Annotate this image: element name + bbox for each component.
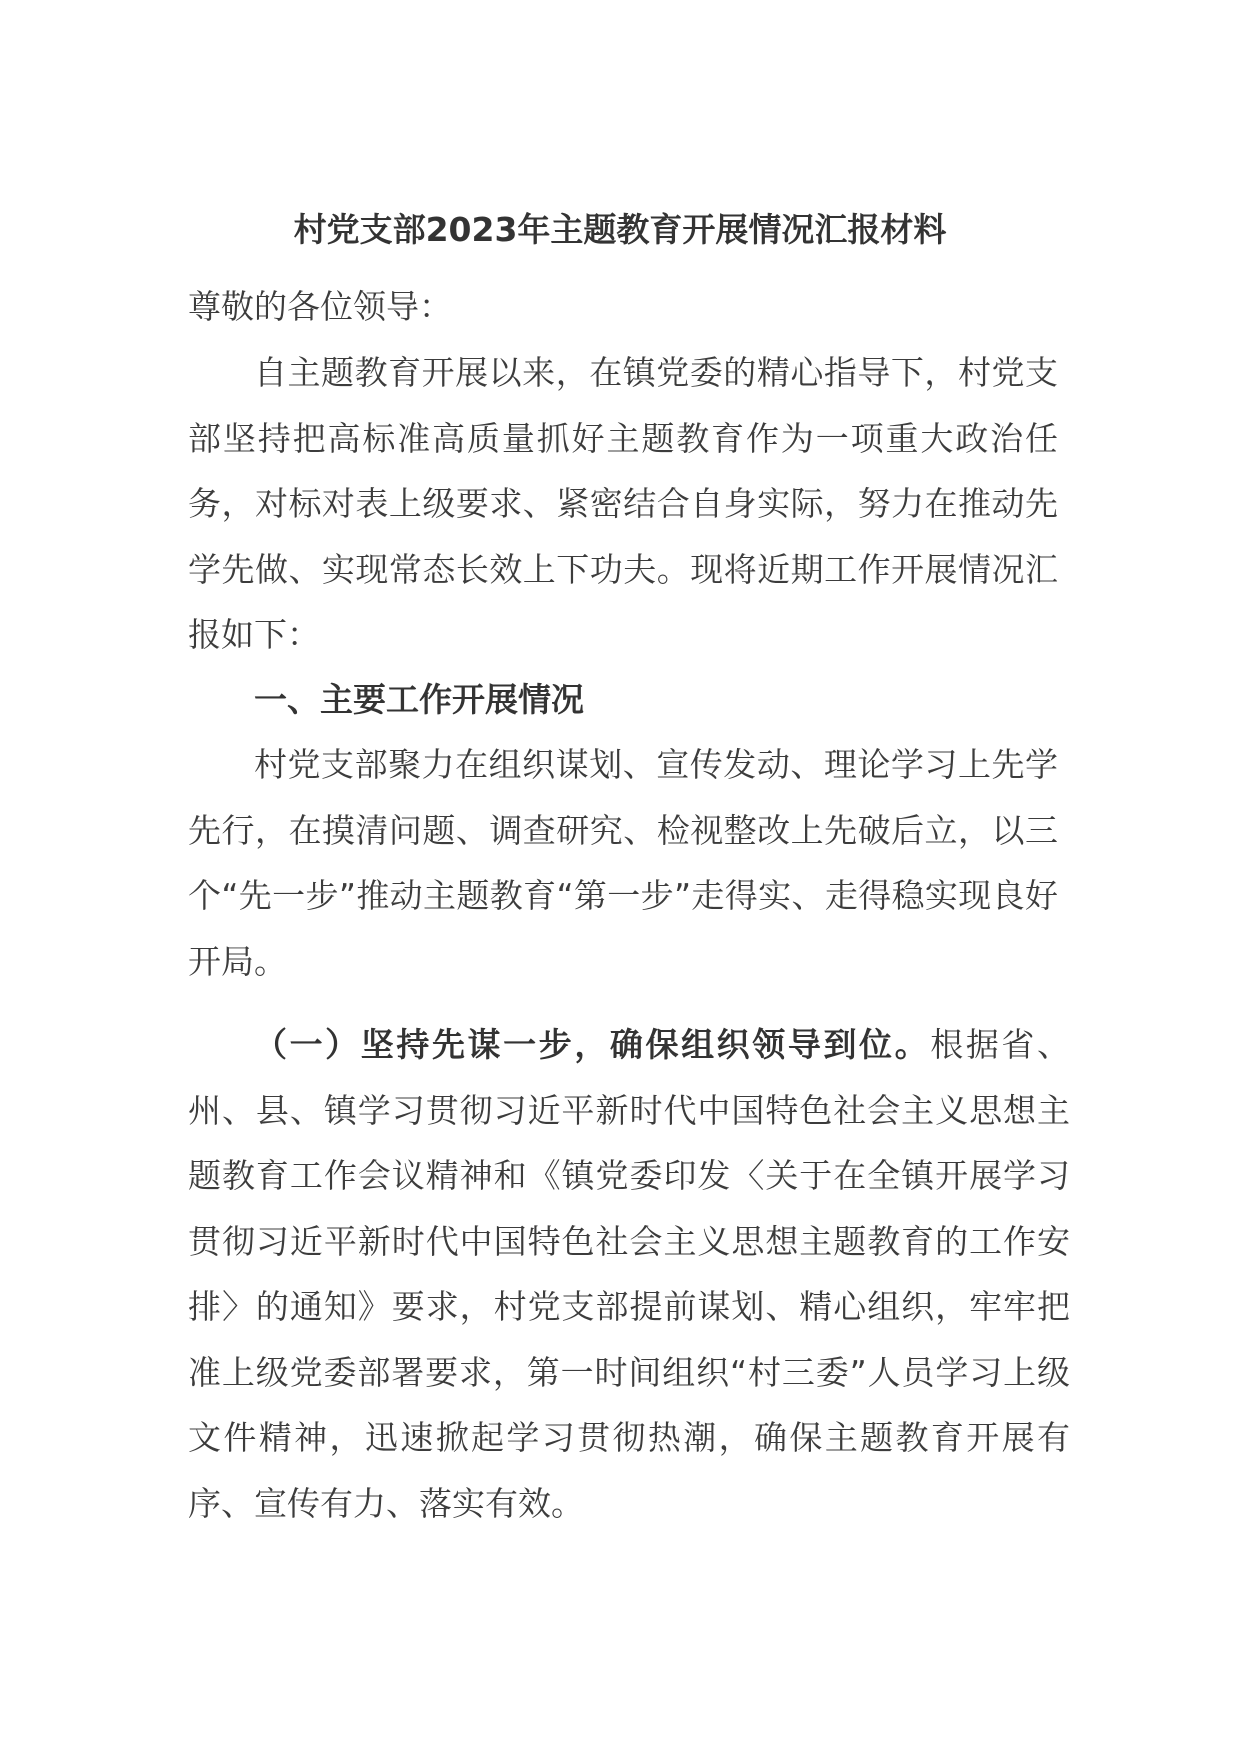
section-heading: 一、主要工作开展情况 [254,680,584,719]
salutation: 尊敬的各位领导： [188,287,452,326]
intro-paragraph: 自主题教育开展以来，在镇党委的精心指导下，村党支部坚持把高标准高质量抓好主题教育作为一项重大政治任务，对标对表上级要求、紧密结合自身实际，努力在推动先学先做、实现常态长效上下功夫。现将近期工作开展情况汇报如下： [188,353,1058,654]
subsection-heading: （一）坚持先谋一步，确保组织领导到位。 [254,1025,931,1064]
subsection-paragraph [188,1012,1070,1536]
section-paragraph: 村党支部聚力在组织谋划、宣传发动、理论学习上先学先行，在摸清问题、调查研究、检视整改上先破后立，以三个“先一步”推动主题教育“第一步”走得实、走得稳实现良好开局。 [188,745,1058,981]
document-title: 村党支部2023年主题教育开展情况汇报材料 [293,210,947,249]
subsection-text: 根据省、州、县、镇学习贯彻习近平新时代中国特色社会主义思想主题教育工作会议精神和《镇党委印发〈关于在全镇开展学习贯彻习近平新时代中国特色社会主义思想主题教育的工作安排〉的通知》要求，村党支部提前谋划、精心组织，牢牢把准上级党委部署要求，第一时间组织“村三委”人员学习上级文件精神，迅速掀起学习贯彻热潮，确保主题教育开展有序、宣传有力、落实有效。 [188,1025,1071,1523]
